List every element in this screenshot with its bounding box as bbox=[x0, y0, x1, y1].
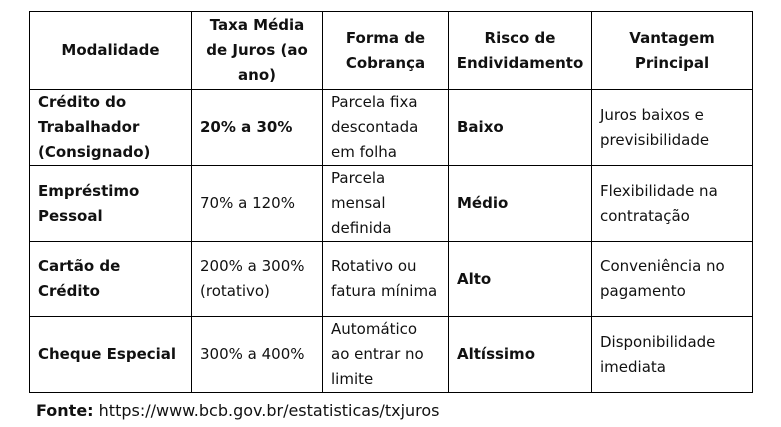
table-row bbox=[30, 90, 753, 166]
cell-taxa: 300% a 400% bbox=[192, 317, 323, 393]
source-label: Fonte: bbox=[36, 401, 94, 420]
cell-risco: Baixo bbox=[449, 90, 592, 166]
cell-vantagem: Conveniência no pagamento bbox=[592, 242, 753, 317]
interest-rate-table-container bbox=[29, 11, 752, 393]
cell-risco: Altíssimo bbox=[449, 317, 592, 393]
cell-modalidade: Cheque Especial bbox=[30, 317, 192, 393]
header-risco: Risco de Endividamento bbox=[449, 12, 592, 90]
table-body bbox=[30, 90, 753, 393]
cell-cobranca: Rotativo ou fatura mínima bbox=[323, 242, 449, 317]
header-cobranca: Forma de Cobrança bbox=[323, 12, 449, 90]
cell-modalidade: Crédito do Trabalhador (Consignado) bbox=[30, 90, 192, 166]
source-note bbox=[36, 400, 440, 422]
cell-vantagem: Disponibilidade imediata bbox=[592, 317, 753, 393]
source-url: https://www.bcb.gov.br/estatisticas/txjuros bbox=[98, 401, 440, 420]
table-row bbox=[30, 242, 753, 317]
cell-modalidade: Empréstimo Pessoal bbox=[30, 166, 192, 242]
cell-vantagem: Juros baixos e previsibilidade bbox=[592, 90, 753, 166]
table-row bbox=[30, 166, 753, 242]
header-vantagem: Vantagem Principal bbox=[592, 12, 753, 90]
cell-risco: Médio bbox=[449, 166, 592, 242]
cell-cobranca: Automático ao entrar no limite bbox=[323, 317, 449, 393]
cell-cobranca: Parcela mensal definida bbox=[323, 166, 449, 242]
header-row bbox=[30, 12, 753, 90]
header-taxa: Taxa Média de Juros (ao ano) bbox=[192, 12, 323, 90]
interest-rate-table bbox=[29, 11, 753, 393]
table-header bbox=[30, 12, 753, 90]
cell-taxa: 200% a 300% (rotativo) bbox=[192, 242, 323, 317]
cell-cobranca: Parcela fixa descontada em folha bbox=[323, 90, 449, 166]
cell-modalidade: Cartão de Crédito bbox=[30, 242, 192, 317]
table-row bbox=[30, 317, 753, 393]
cell-risco: Alto bbox=[449, 242, 592, 317]
cell-taxa: 70% a 120% bbox=[192, 166, 323, 242]
header-modalidade: Modalidade bbox=[30, 12, 192, 90]
cell-taxa: 20% a 30% bbox=[192, 90, 323, 166]
cell-vantagem: Flexibilidade na contratação bbox=[592, 166, 753, 242]
